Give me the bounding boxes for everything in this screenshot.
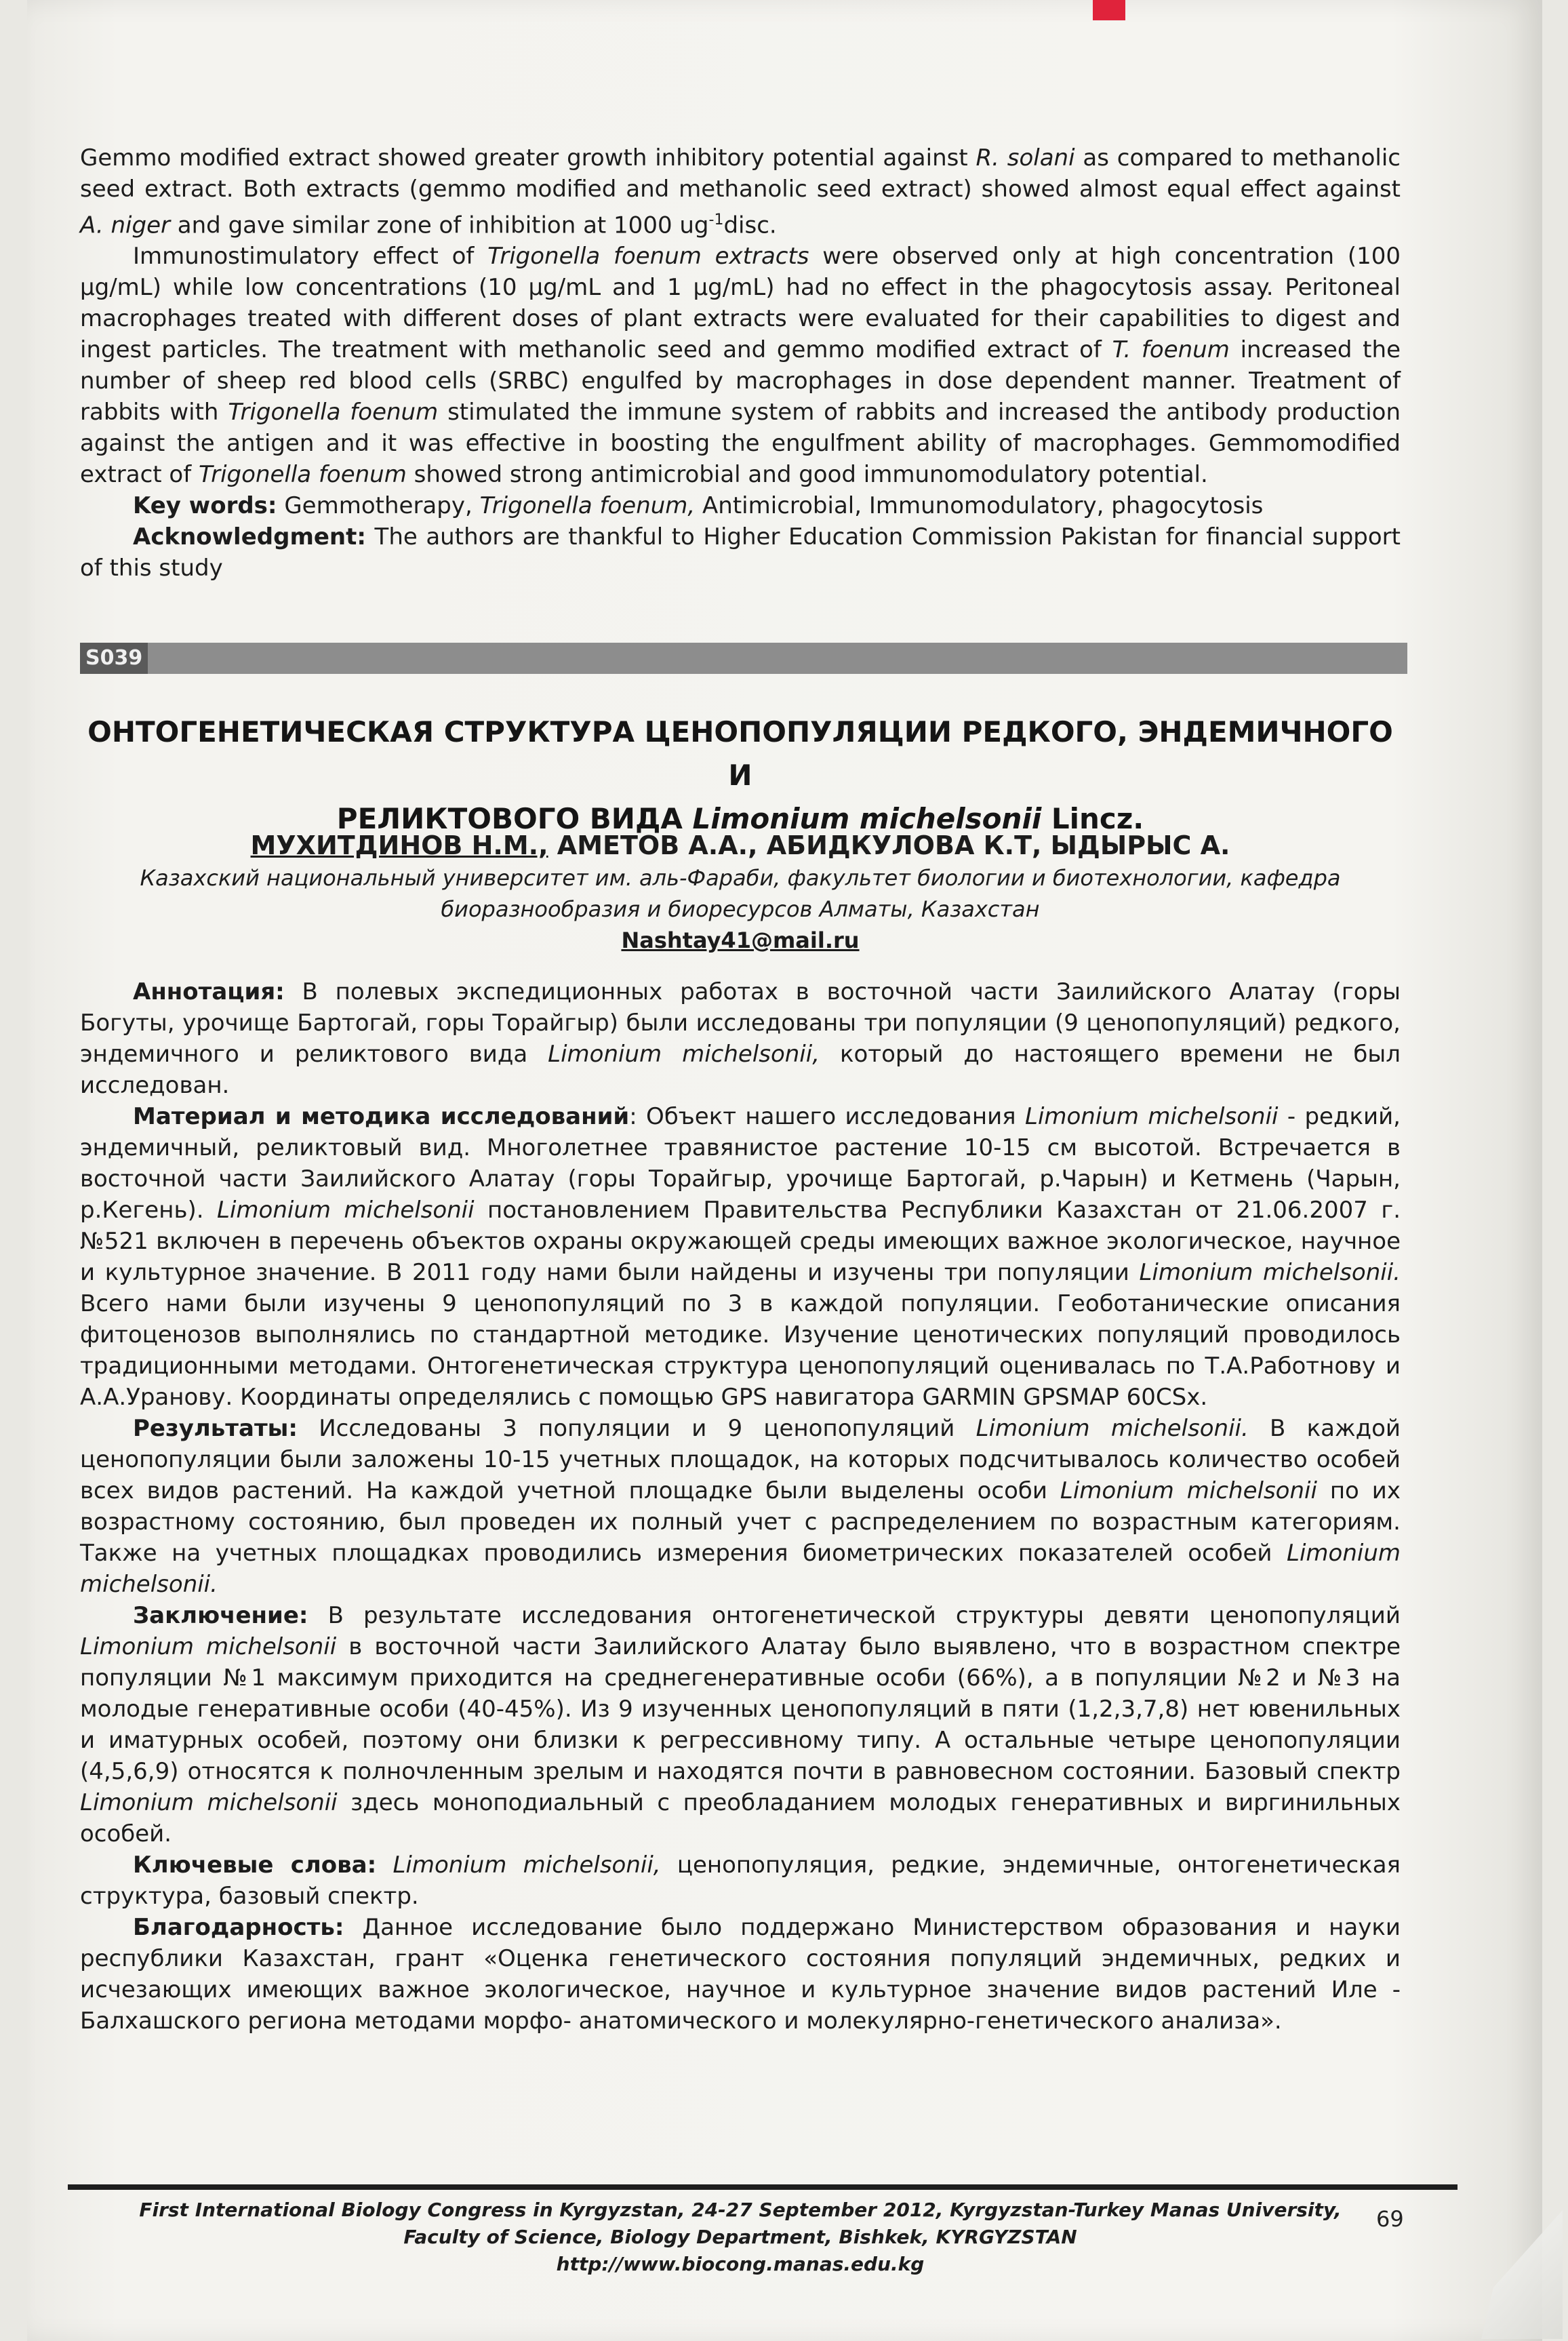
methods-paragraph: [80, 1101, 1401, 1413]
species-name: Limonium michelsonii.: [976, 1415, 1249, 1442]
species-name: Limonium michelsonii,: [548, 1041, 820, 1068]
species-name: Trigonella foenum: [199, 461, 407, 489]
text: Gemmotherapy,: [277, 492, 480, 520]
species-name: Limonium michelsonii.: [1139, 1259, 1401, 1286]
abstract-body: [80, 976, 1401, 2037]
species-name: Limonium michelsonii: [1025, 1103, 1279, 1130]
first-author: МУХИТДИНОВ Н.М.,: [250, 831, 548, 860]
text: were observed only at high concentration (100 µg/mL) while low concentrations (10 µg/mL and 1 µg/mL) had no effect in the phagocytosis assay. Peritoneal macrophages treated with different doses of plant extracts were evaluated for their capabilities to digest and ingest particles. The treatment with methanolic seed and gemmo modified extract of: [80, 243, 1401, 364]
results-paragraph: [80, 1413, 1401, 1600]
text: and gave similar zone of inhibition at 1000 ug: [169, 212, 709, 239]
previous-abstract-tail: [80, 142, 1401, 584]
acknowledgment-ru: [80, 1912, 1401, 2037]
affiliation-line-1: Казахский национальный университет им. аль-Фараби, факультет биологии и биотехнологии, кафедра: [140, 865, 1341, 891]
text: В каждой ценопопуляции были заложены 10-15 учетных площадок, на которых подсчитывалось количество особей всех видов растений. На каждой учетной площадке были выделены особи: [80, 1415, 1401, 1504]
keywords-en: [80, 490, 1401, 521]
species-name: Limonium michelsonii: [217, 1197, 475, 1224]
text: ценопопуляция, редкие, эндемичные, онтогенетическая структура, базовый спектр.: [80, 1852, 1401, 1910]
text: РЕЛИКТОВОГО ВИДА: [336, 802, 693, 835]
text: as compared to methanolic seed extract. Both extracts (gemmo modified and methanolic seed extract) showed almost equal effect against: [80, 144, 1401, 203]
text: по их возрастному состоянию, был проведен их полный учет с распределением по возрастным категориям. Также на учетных площадках проводились измерения биометрических показателей особей: [80, 1477, 1401, 1567]
species-name: Limonium michelsonii.: [80, 1540, 1401, 1598]
authors: [80, 828, 1401, 862]
affiliation: [80, 862, 1401, 925]
species-name: Limonium michelsonii: [80, 1789, 338, 1816]
footer-divider: [68, 2184, 1458, 2190]
conclusion-label: Заключение:: [133, 1602, 308, 1629]
acknowledgment-en: [80, 521, 1401, 584]
superscript: -1: [708, 212, 724, 228]
acknowledgment-label: Acknowledgment:: [133, 523, 366, 551]
species-name: Limonium michelsonii: [692, 802, 1042, 835]
text: в восточной части Заилийского Алатау было выявлено, что в возрастном спектре популяции №1 максимум приходится на среднегенеративные особи (66%), а в популяции №2 и №3 на молодые генеративные особи (40-45%). Из 9 изученных ценопопуляций в пяти (1,2,3,7,8) нет ювенильных и иматурных особей, поэтому они близки к регрессивному типу. А остальные четыре ценопопуляции (4,5,6,9) относятся к полночленным зрелым и находятся почти в равновесном состоянии. Базовый спектр: [80, 1633, 1401, 1785]
text: disc.: [723, 212, 777, 239]
conclusion-paragraph: [80, 1600, 1401, 1849]
paragraph-immuno: [80, 241, 1401, 490]
text: Antimicrobial, Immunomodulatory, phagocytosis: [695, 492, 1264, 520]
section-number: S039: [80, 643, 148, 674]
text: The authors are thankful to Higher Education Commission Pakistan for financial support of this study: [80, 523, 1401, 582]
paragraph-gemmo: [80, 142, 1401, 241]
text: который до настоящего времени не был исследован.: [80, 1041, 1401, 1099]
results-label: Результаты:: [133, 1415, 298, 1442]
text: stimulated the immune system of rabbits and increased the antibody production against the antigen and it was effective in boosting the engulfment ability of macrophages. Gemmomodified extract of: [80, 399, 1401, 489]
species-name: Limonium michelsonii: [1060, 1477, 1317, 1504]
species-name: Trigonella foenum extracts: [487, 243, 809, 271]
footer-line-2: Faculty of Science, Biology Department, Bishkek, KYRGYZSTAN: [403, 2226, 1077, 2248]
page-number: 69: [1376, 2206, 1404, 2232]
species-name: T. foenum: [1112, 336, 1230, 364]
species-name: A. niger: [80, 212, 170, 239]
other-authors: АМЕТОВ А.А., АБИДКУЛОВА К.Т, ЫДЫРЫС А.: [548, 831, 1230, 860]
footer-line-1: First International Biology Congress in Kyrgyzstan, 24-27 September 2012, Kyrgyzstan-Turkey Manas University,: [139, 2199, 1342, 2221]
text: Gemmo modified extract showed greater growth inhibitory potential against: [80, 144, 976, 172]
title-line-1: ОНТОГЕНЕТИЧЕСКАЯ СТРУКТУРА ЦЕНОПОПУЛЯЦИИ РЕДКОГО, ЭНДЕМИЧНОГО И: [87, 715, 1393, 792]
text: Исследованы 3 популяции и 9 ценопопуляций: [298, 1415, 976, 1442]
species-name: Trigonella foenum,: [479, 492, 696, 520]
species-name: Limonium michelsonii,: [393, 1852, 661, 1879]
text: Данное исследование было поддержано Министерством образования и науки республики Казахстан, грант «Оценка генетического состояния популяций эндемичных, редких и исчезающих имеющих важное экологическое, научное и культурное значение видов растений Иле - Балхашского региона методами морфо- анатомического и молекулярно-генетического анализа».: [80, 1914, 1401, 2035]
species-name: Limonium michelsonii: [80, 1633, 337, 1660]
species-name: Trigonella foenum: [228, 399, 439, 426]
methods-label: Материал и методика исследований: [133, 1103, 630, 1130]
text: increased the number of sheep red blood cells (SRBC) engulfed by macrophages in dose dependent manner. Treatment of rabbits with: [80, 336, 1401, 426]
footer-url-link[interactable]: http://www.biocong.manas.edu.kg: [556, 2253, 925, 2275]
text: Immunostimulatory effect of: [133, 243, 488, 271]
text: постановлением Правительства Республики Казахстан от 21.06.2007 г. №521 включен в перечень объектов охраны окружающей среды имеющих важное экологическое, научное и культурное значение. В 2011 году нами были найдены и изучены три популяции: [80, 1197, 1401, 1286]
annotation-label: Аннотация:: [133, 978, 285, 1005]
text: Lincz.: [1041, 802, 1144, 835]
red-marker-tab: [1093, 0, 1125, 20]
keywords-label: Ключевые слова:: [133, 1852, 377, 1879]
affiliation-line-2: биоразнообразия и биоресурсов Алматы, Казахстан: [441, 896, 1040, 922]
keywords-label: Key words:: [133, 492, 277, 520]
footer: [80, 2197, 1401, 2278]
text: showed strong antimicrobial and good immunomodulatory potential.: [406, 461, 1208, 489]
text: В результате исследования онтогенетической структуры девяти ценопопуляций: [308, 1602, 1401, 1629]
text: [376, 1852, 393, 1879]
section-header-bar: [80, 643, 1407, 674]
author-email-link[interactable]: Nashtay41@mail.ru: [621, 927, 860, 953]
species-name: R. solani: [976, 144, 1075, 172]
text: : Объект нашего исследования: [629, 1103, 1025, 1130]
annotation-paragraph: [80, 976, 1401, 1101]
abstract-title: [80, 711, 1401, 841]
text: - редкий, эндемичный, реликтовый вид. Многолетнее травянистое растение 10-15 см высотой. Встречается в восточной части Заилийского Алатау (горы Торайгыр, урочище Бартогай, р.Чарын) и Кетмень (Чарын, р.Кегень).: [80, 1103, 1401, 1224]
text: здесь моноподиальный с преобладанием молодых генеративных и виргинильных особей.: [80, 1789, 1401, 1847]
text: В полевых экспедиционных работах в восточной части Заилийского Алатау (горы Богуты, урочище Бартогай, горы Торайгыр) были исследованы три популяции (9 ценопопуляций) редкого, эндемичного и реликтового вида: [80, 978, 1401, 1068]
acknowledgment-label: Благодарность:: [133, 1914, 344, 1941]
keywords-ru: [80, 1849, 1401, 1912]
text: Всего нами были изучены 9 ценопопуляций по 3 в каждой популяции. Геоботанические описания фитоценозов выполнялись по стандартной методике. Изучение ценотических популяций проводилось традиционными методами. Онтогенетическая структура ценопопуляций оценивалась по Т.А.Работнову и А.А.Уранову. Координаты определялись с помощью GPS навигатора GARMIN GPSMAP 60CSx.: [80, 1290, 1401, 1411]
